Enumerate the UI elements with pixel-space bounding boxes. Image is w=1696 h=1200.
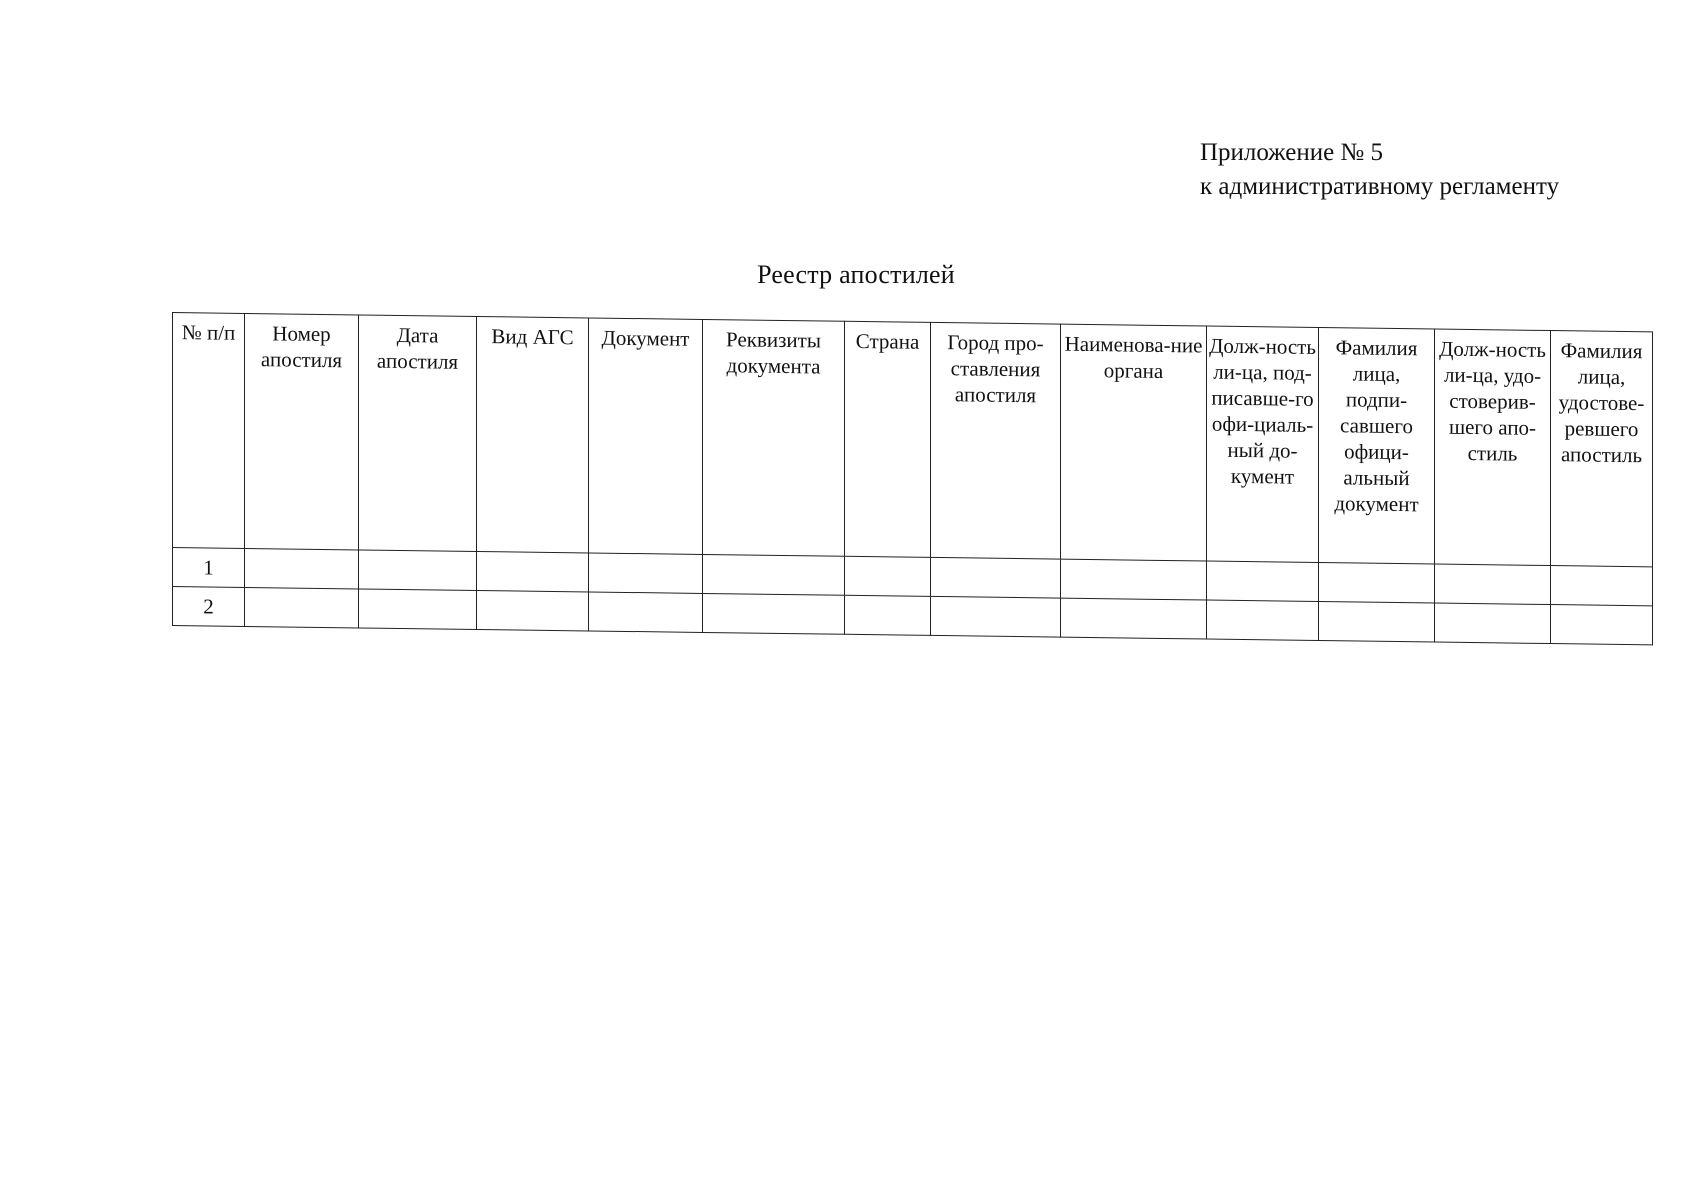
header-civil-registry-type: Вид АГС <box>477 316 589 552</box>
appendix-number: Приложение № 5 <box>1200 139 1384 166</box>
table-cell <box>845 556 931 596</box>
header-country: Страна <box>845 321 931 557</box>
table-cell <box>703 554 845 595</box>
table-header-row <box>173 313 1653 567</box>
row-number-cell: 2 <box>173 587 245 627</box>
header-certifier-surname: Фамилия лица, удостове-ревшего апостиль <box>1551 331 1653 567</box>
table-cell <box>1319 563 1435 604</box>
header-document-details: Реквизиты документа <box>703 319 845 556</box>
table-cell <box>589 592 703 632</box>
table-cell <box>845 595 931 635</box>
table-cell <box>1319 602 1435 643</box>
table-cell <box>1551 605 1653 645</box>
header-certifier-position: Долж-ность ли-ца, удо-стоверив-шего апо-стиль <box>1435 329 1551 566</box>
header-row-number: № п/п <box>173 313 245 549</box>
appendix-reference: к административному регламенту <box>1200 173 1560 200</box>
table-cell <box>703 593 845 634</box>
document-title <box>0 260 1696 290</box>
table-cell <box>931 596 1061 637</box>
header-apostille-date: Дата апостиля <box>359 315 477 552</box>
document-title-text: Реестр апостилей <box>757 260 955 289</box>
header-signer-position: Долж-ность ли-ца, под-писавше-го офи-циаль-ный до-кумент <box>1207 326 1319 562</box>
apostille-register-table-wrapper <box>172 312 1652 645</box>
table-cell <box>245 548 359 588</box>
table-cell <box>1061 559 1207 600</box>
table-cell <box>1551 566 1653 606</box>
header-city: Город про-ставления апостиля <box>931 322 1061 559</box>
appendix-note <box>1200 136 1559 204</box>
table-cell <box>1207 600 1319 640</box>
table-cell <box>1207 561 1319 601</box>
table-cell <box>931 557 1061 598</box>
table-cell <box>245 587 359 627</box>
table-cell <box>1435 564 1551 605</box>
row-number-cell: 1 <box>173 548 245 588</box>
apostille-register-table <box>172 312 1653 645</box>
table-cell <box>1435 603 1551 644</box>
header-authority-name: Наименова-ние органа <box>1061 324 1207 561</box>
table-cell <box>589 553 703 593</box>
table-cell <box>477 551 589 591</box>
header-apostille-number: Номер апостиля <box>245 313 359 549</box>
table-cell <box>1061 598 1207 639</box>
header-signer-surname: Фамилия лица, подпи-савшего офици-альный документ <box>1319 328 1435 565</box>
table-cell <box>477 590 589 630</box>
table-cell <box>359 589 477 630</box>
table-cell <box>359 550 477 591</box>
header-document: Документ <box>589 318 703 554</box>
